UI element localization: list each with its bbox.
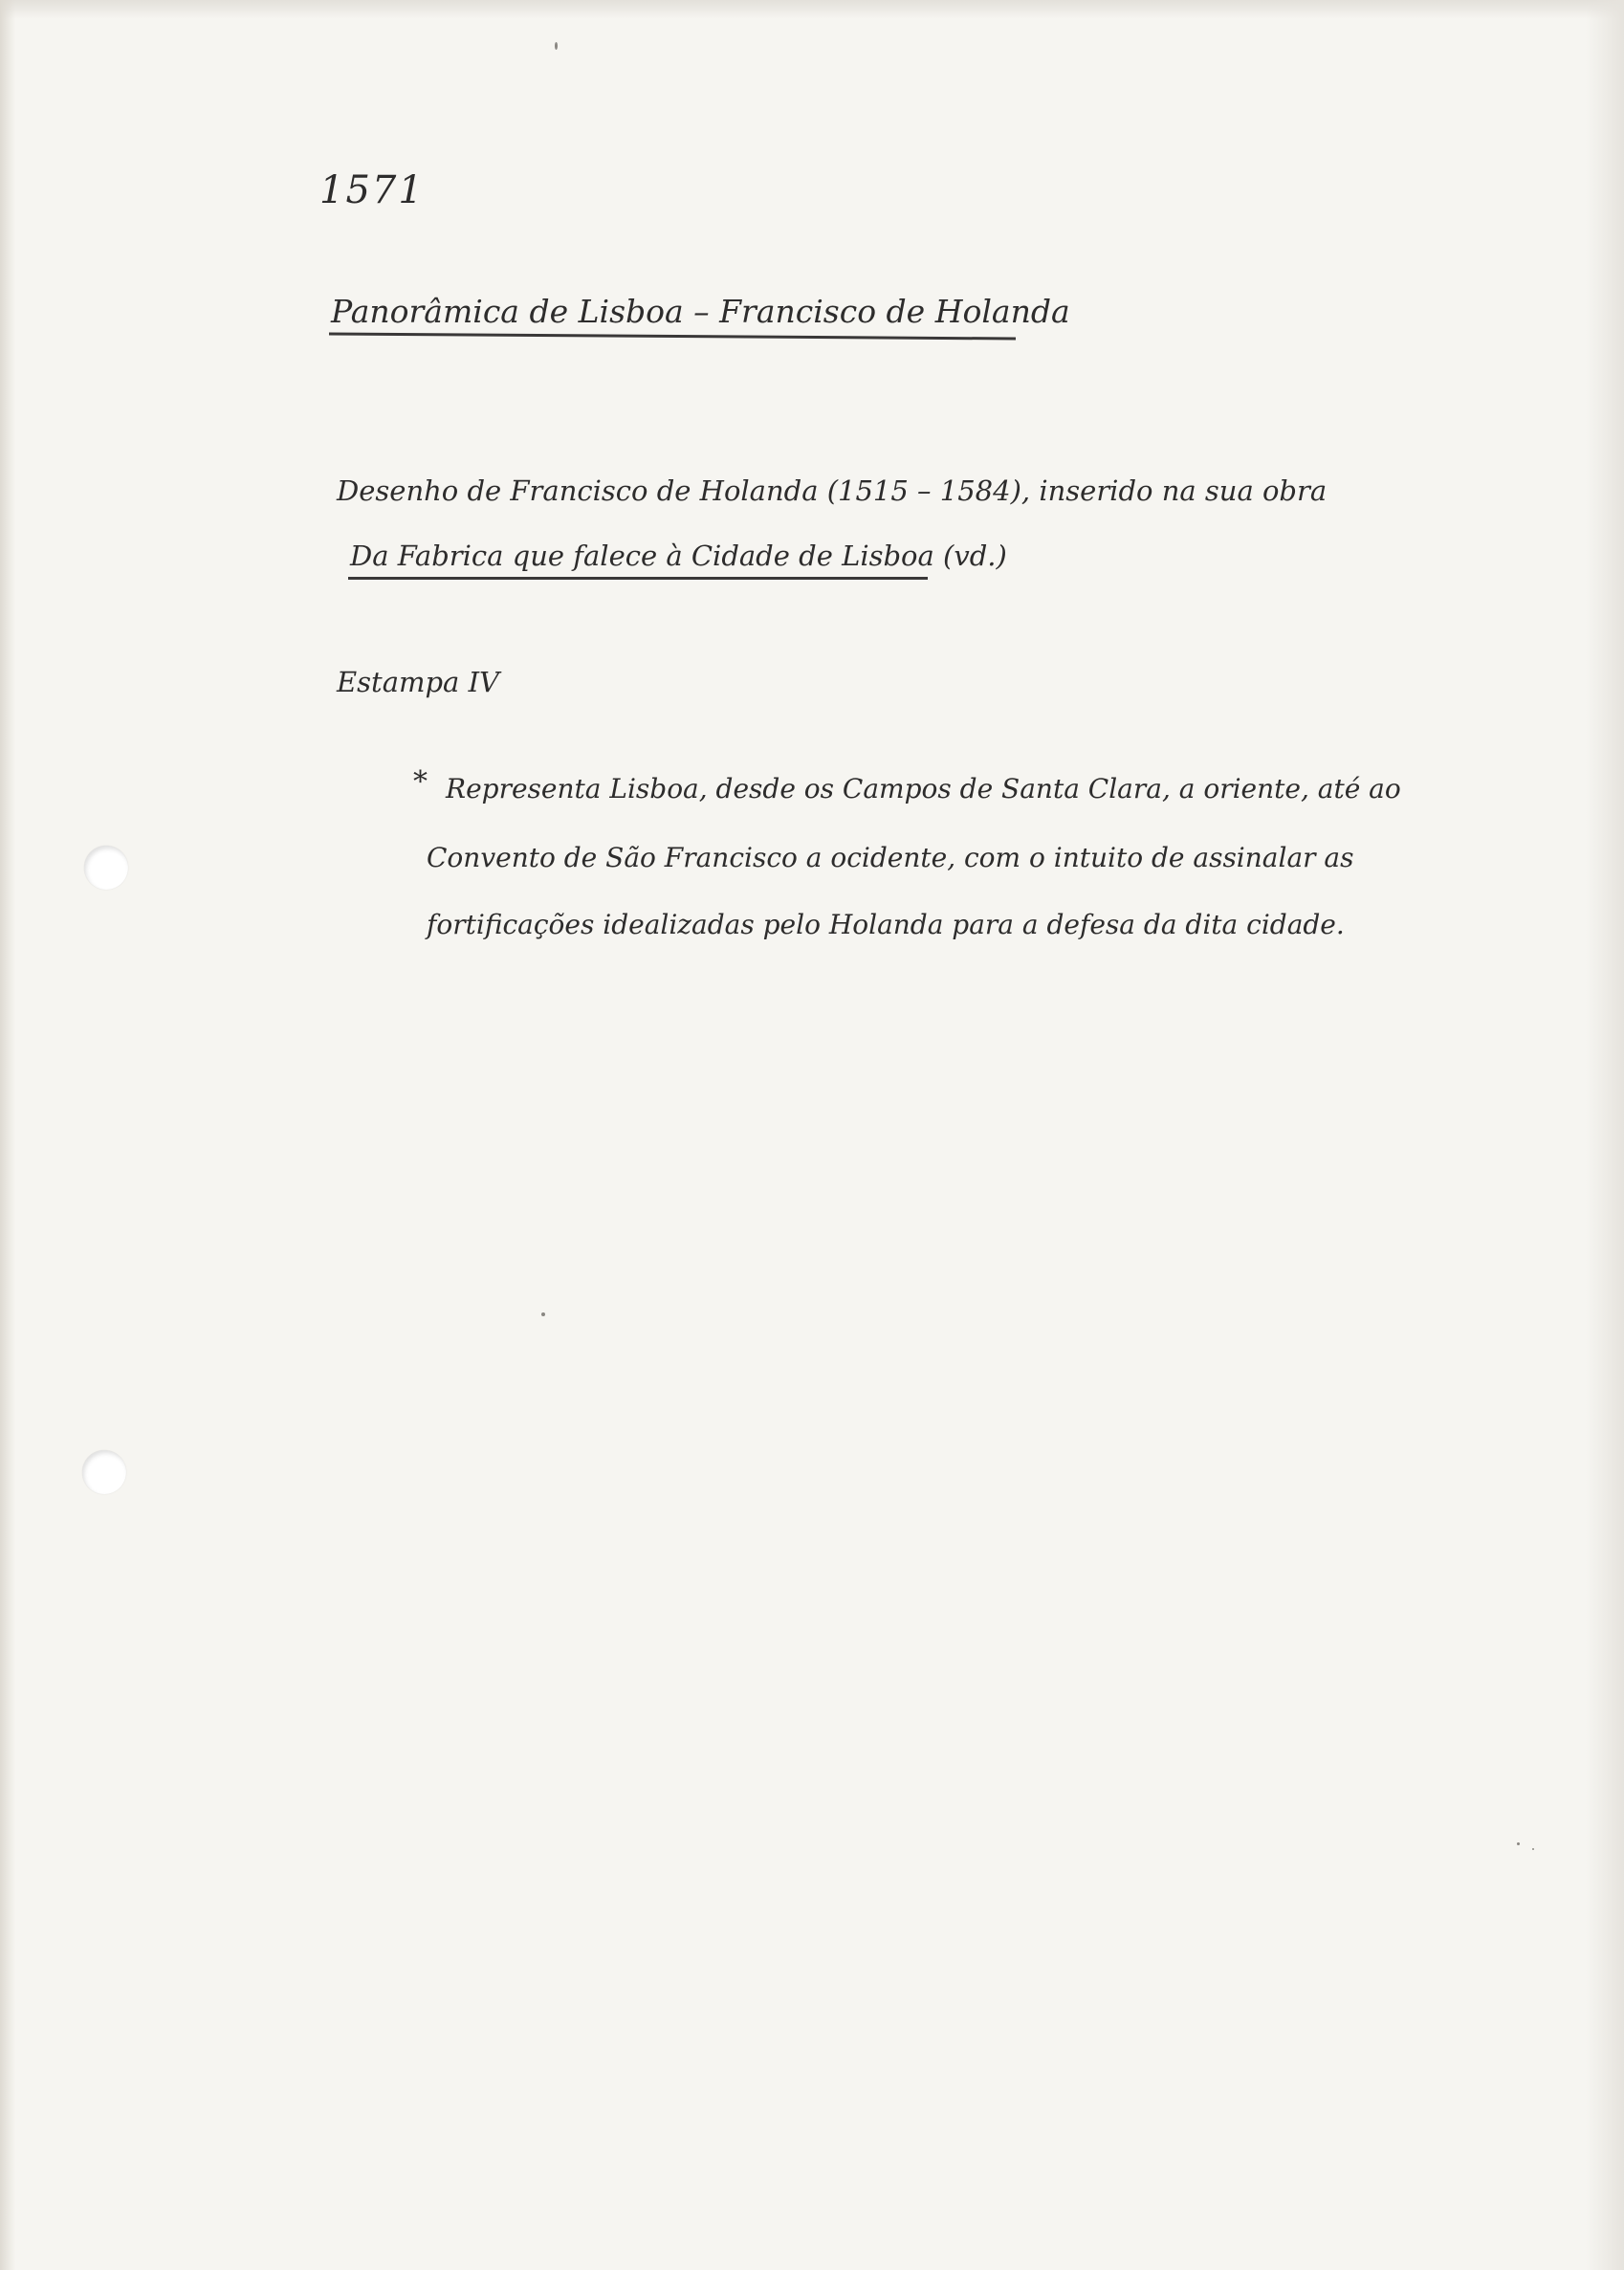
document-title: Panorâmica de Lisboa – Francisco de Holanda	[331, 293, 1070, 330]
paper-speck	[541, 1312, 545, 1316]
page-edge-left	[0, 0, 15, 2270]
work-title-underline	[348, 577, 928, 580]
description-line-1: Desenho de Francisco de Holanda (1515 – 1584), inserido na sua obra	[337, 474, 1328, 507]
note-line-3: fortificações idealizadas pelo Holanda para a defesa da dita cidade.	[427, 909, 1345, 940]
note-line-1: Representa Lisboa, desde os Campos de Santa Clara, a oriente, até ao	[446, 773, 1401, 804]
document-year: 1571	[319, 168, 425, 212]
title-underline	[329, 332, 1016, 340]
note-line-2: Convento de São Francisco a ocidente, com o intuito de assinalar as	[427, 842, 1354, 873]
page-edge-top	[0, 0, 1624, 19]
paper-speck	[555, 42, 558, 50]
note-marker: *	[413, 765, 428, 799]
punch-hole-lower	[82, 1450, 126, 1494]
description-line-2: Da Fabrica que falece à Cidade de Lisboa (vd.)	[350, 540, 1007, 572]
paper-speck	[1517, 1842, 1520, 1845]
punch-hole-upper	[84, 846, 128, 890]
plate-label: Estampa IV	[337, 666, 499, 698]
page-edge-right	[1586, 0, 1624, 2270]
paper-speck	[1532, 1848, 1534, 1850]
